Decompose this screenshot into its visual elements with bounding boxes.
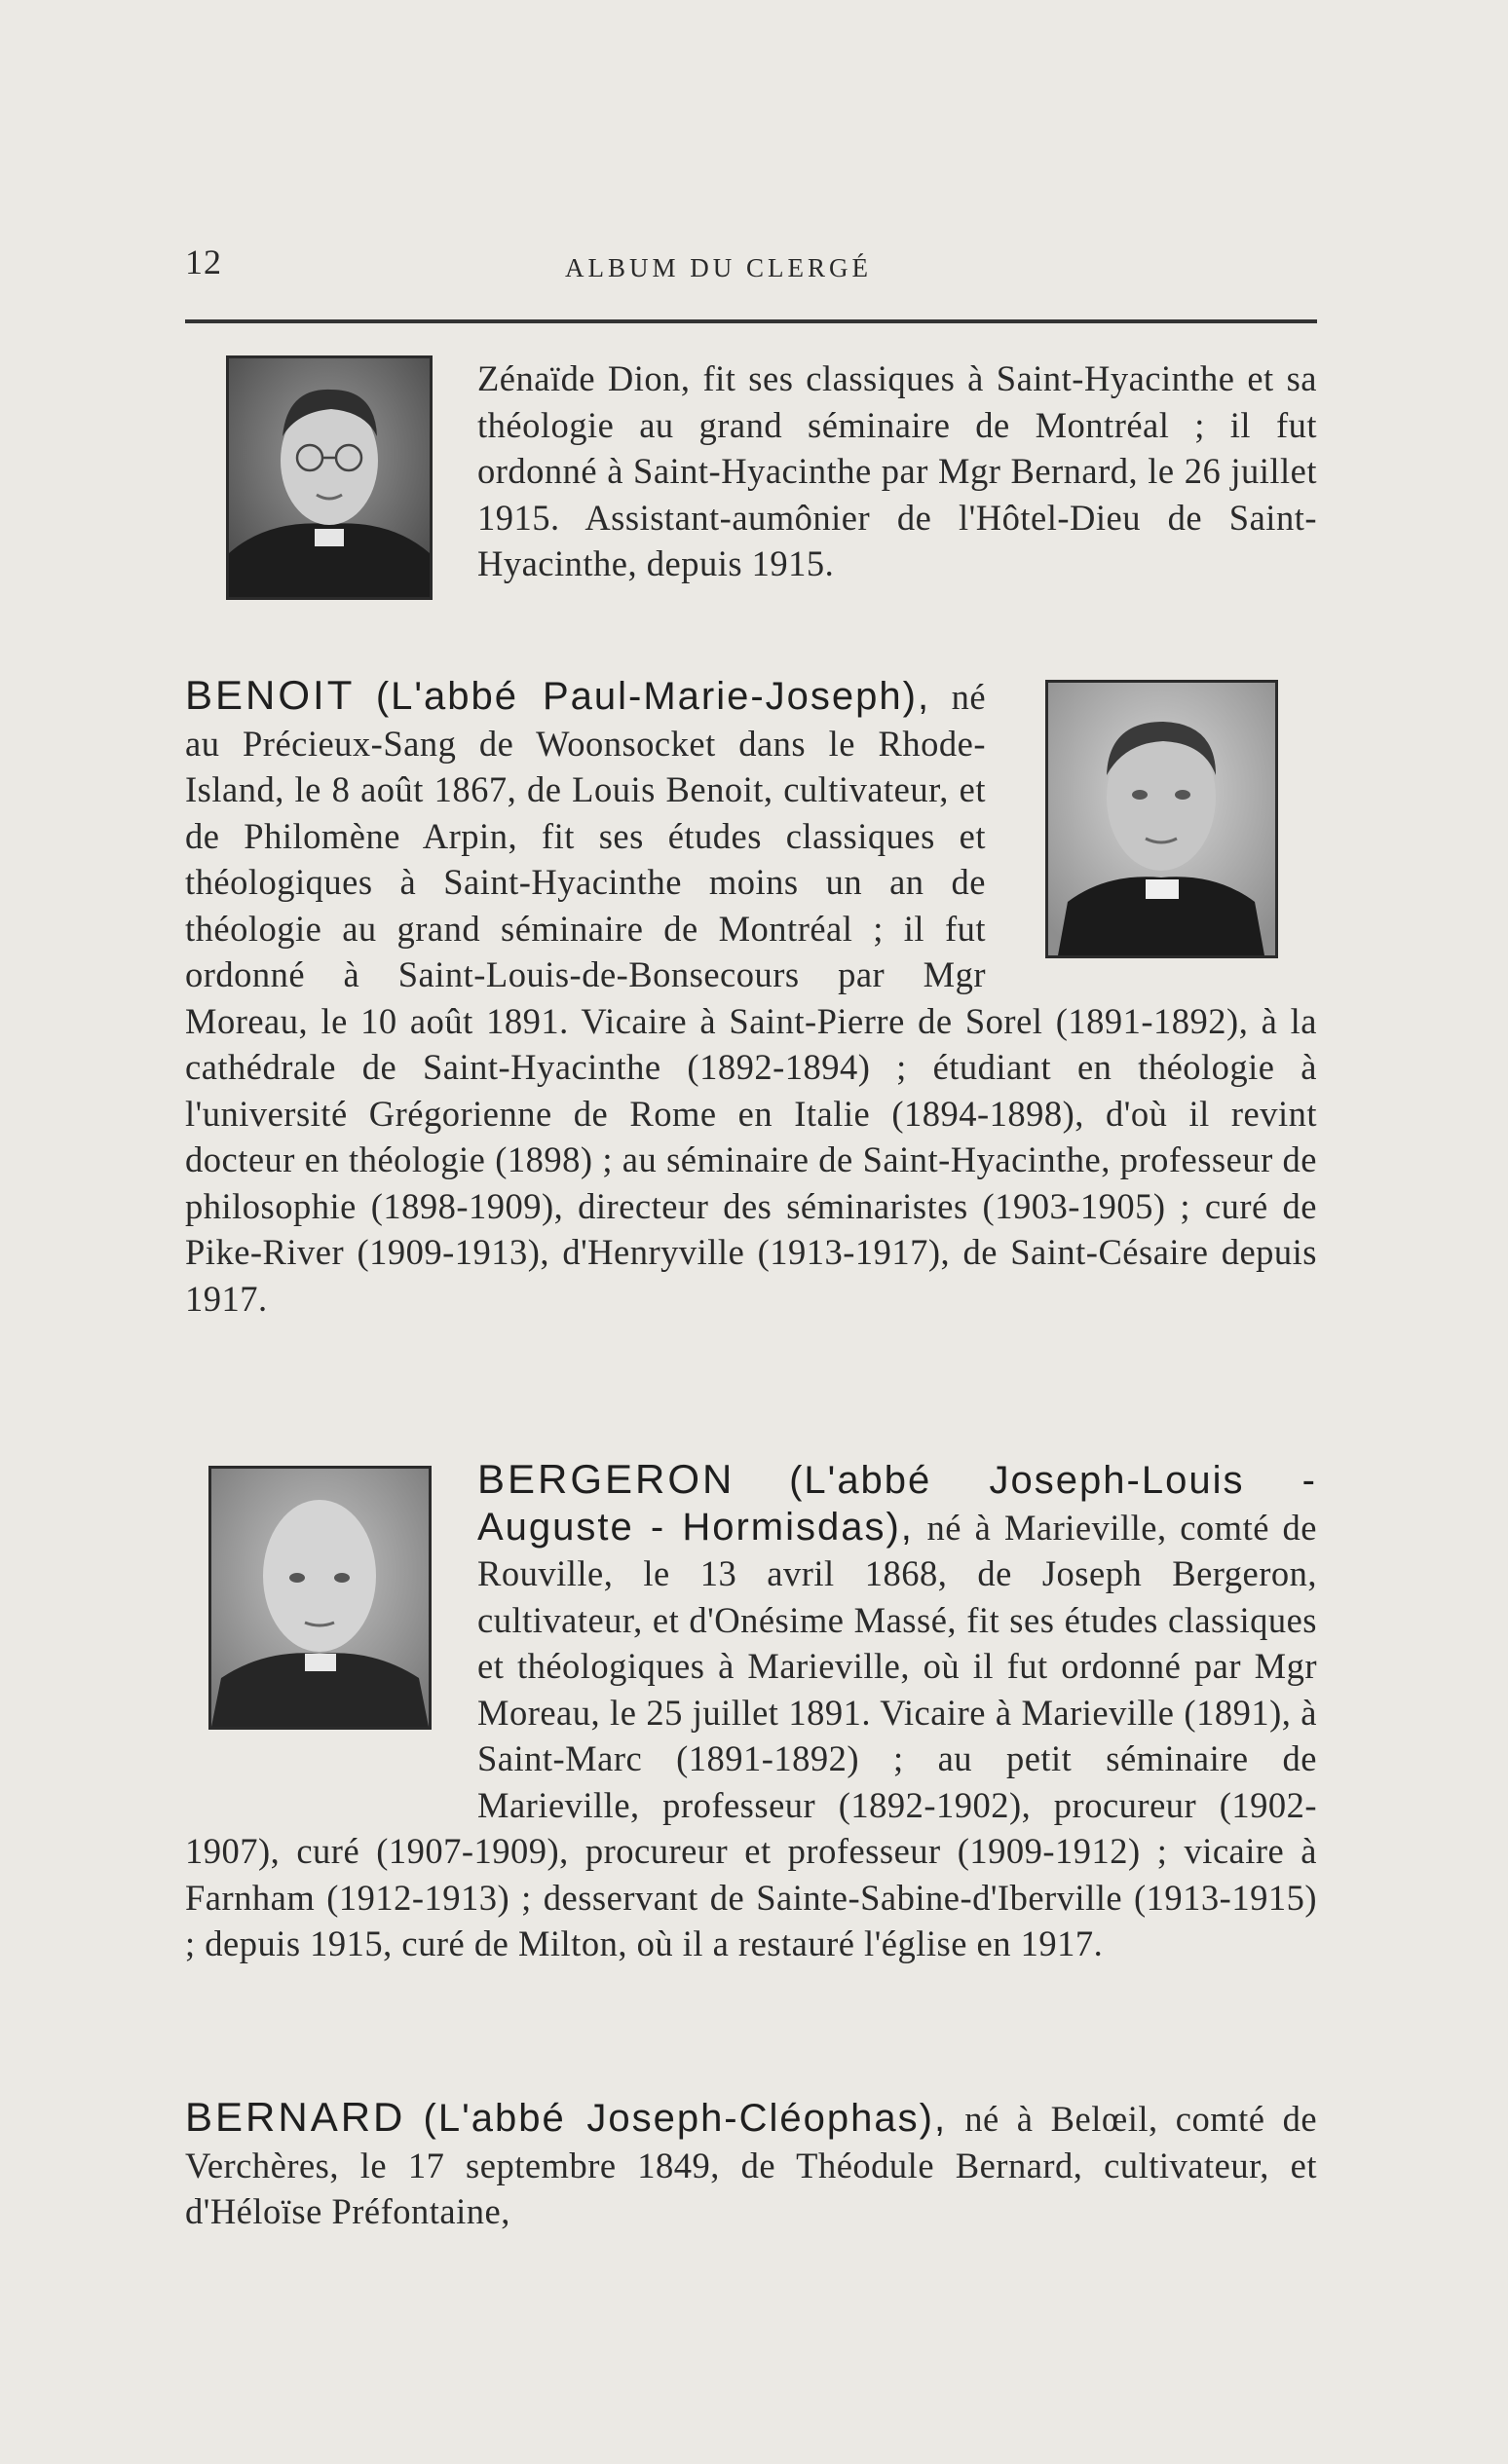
photo-wrap-spacer [185, 1456, 477, 1792]
entry-benoit [185, 672, 1317, 1322]
benoit-given-name: (L'abbé Paul-Marie-Joseph), [375, 675, 931, 718]
bergeron-given-name: (L'abbé Joseph-Louis - Auguste - Hormisdas), [477, 1459, 1317, 1549]
page-number: 12 [185, 243, 222, 281]
header-rule [185, 319, 1317, 323]
portrait-photo-1 [226, 355, 433, 600]
page-header [185, 242, 1317, 290]
photo-wrap-spacer [986, 672, 1317, 952]
benoit-body: Précieux-Sang de Woonsocket dans le Rhode-Island, le 8 août 1867, de Louis Benoit, cultivateur, et de Philomène Arpin, fit ses études classiques et théologiques à Saint-Hyacinthe moins un an de théologie au grand séminaire de Montréal ; il fut ordonné à Saint-Louis-de-Bonsecours par Mgr Moreau, le 10 août 1891. Vicaire à Saint-Pierre de Sorel (1891-1892), à la cathédrale de Saint-Hyacinthe (1892-1894) ; étudiant en théologie à l'université Grégorienne de Rome en Italie (1894-1898), d'où il revint docteur en théologie (1898) ; au séminaire de Saint-Hyacinthe, professeur de philosophie (1898-1909), directeur des séminaristes (1903-1905) ; curé de Pike-River (1909-1913), d'Henryville (1913-1917), de Saint-Césaire depuis 1917. [185, 723, 1317, 1319]
bernard-body: Belœil, comté de Verchères, le 17 septembre 1849, de Théodule Bernard, cultivateur, et d'Héloïse Préfontaine, [185, 2099, 1318, 2231]
bernard-given-name: (L'abbé Joseph-Cléophas), [423, 2097, 948, 2140]
bernard-intro: né à [964, 2099, 1034, 2139]
bergeron-surname: BERGERON [477, 1456, 735, 1502]
benoit-surname: BENOIT [185, 672, 356, 718]
bergeron-intro: né à [926, 1507, 992, 1548]
entry-bergeron [185, 1456, 1317, 1967]
running-title: ALBUM DU CLERGÉ [565, 253, 872, 282]
bergeron-body: Marieville, comté de Rouville, le 13 avril 1868, de Joseph Bergeron, cultivateur, et d'Onésime Massé, fit ses études classiques et théologiques à Marieville, où il fut ordonné par Mgr Moreau, le 25 juillet 1891. Vicaire à Marieville (1891), à Saint-Marc (1891-1892) ; au petit séminaire de Marieville, professeur (1892-1902), procureur (1902-1907), curé (1907-1909), procureur et professeur (1909-1912) ; vicaire à Farnham (1912-1913) ; desservant de Sainte-Sabine-d'Iberville (1913-1915) ; depuis 1915, curé de Milton, où il a restauré l'église en 1917. [185, 1507, 1317, 1963]
entry-continuation [477, 355, 1317, 587]
continuation-text: Zénaïde Dion, fit ses classiques à Saint-Hyacinthe et sa théologie au grand séminaire de Montréal ; il fut ordonné à Saint-Hyacinthe par Mgr Bernard, le 26 juillet 1915. Assistant-aumônier de l'Hôtel-Dieu de Saint-Hyacinthe, depuis 1915. [477, 358, 1317, 583]
benoit-intro: né au [185, 677, 987, 764]
bernard-surname: BERNARD [185, 2094, 406, 2140]
entry-bernard [185, 2094, 1317, 2235]
